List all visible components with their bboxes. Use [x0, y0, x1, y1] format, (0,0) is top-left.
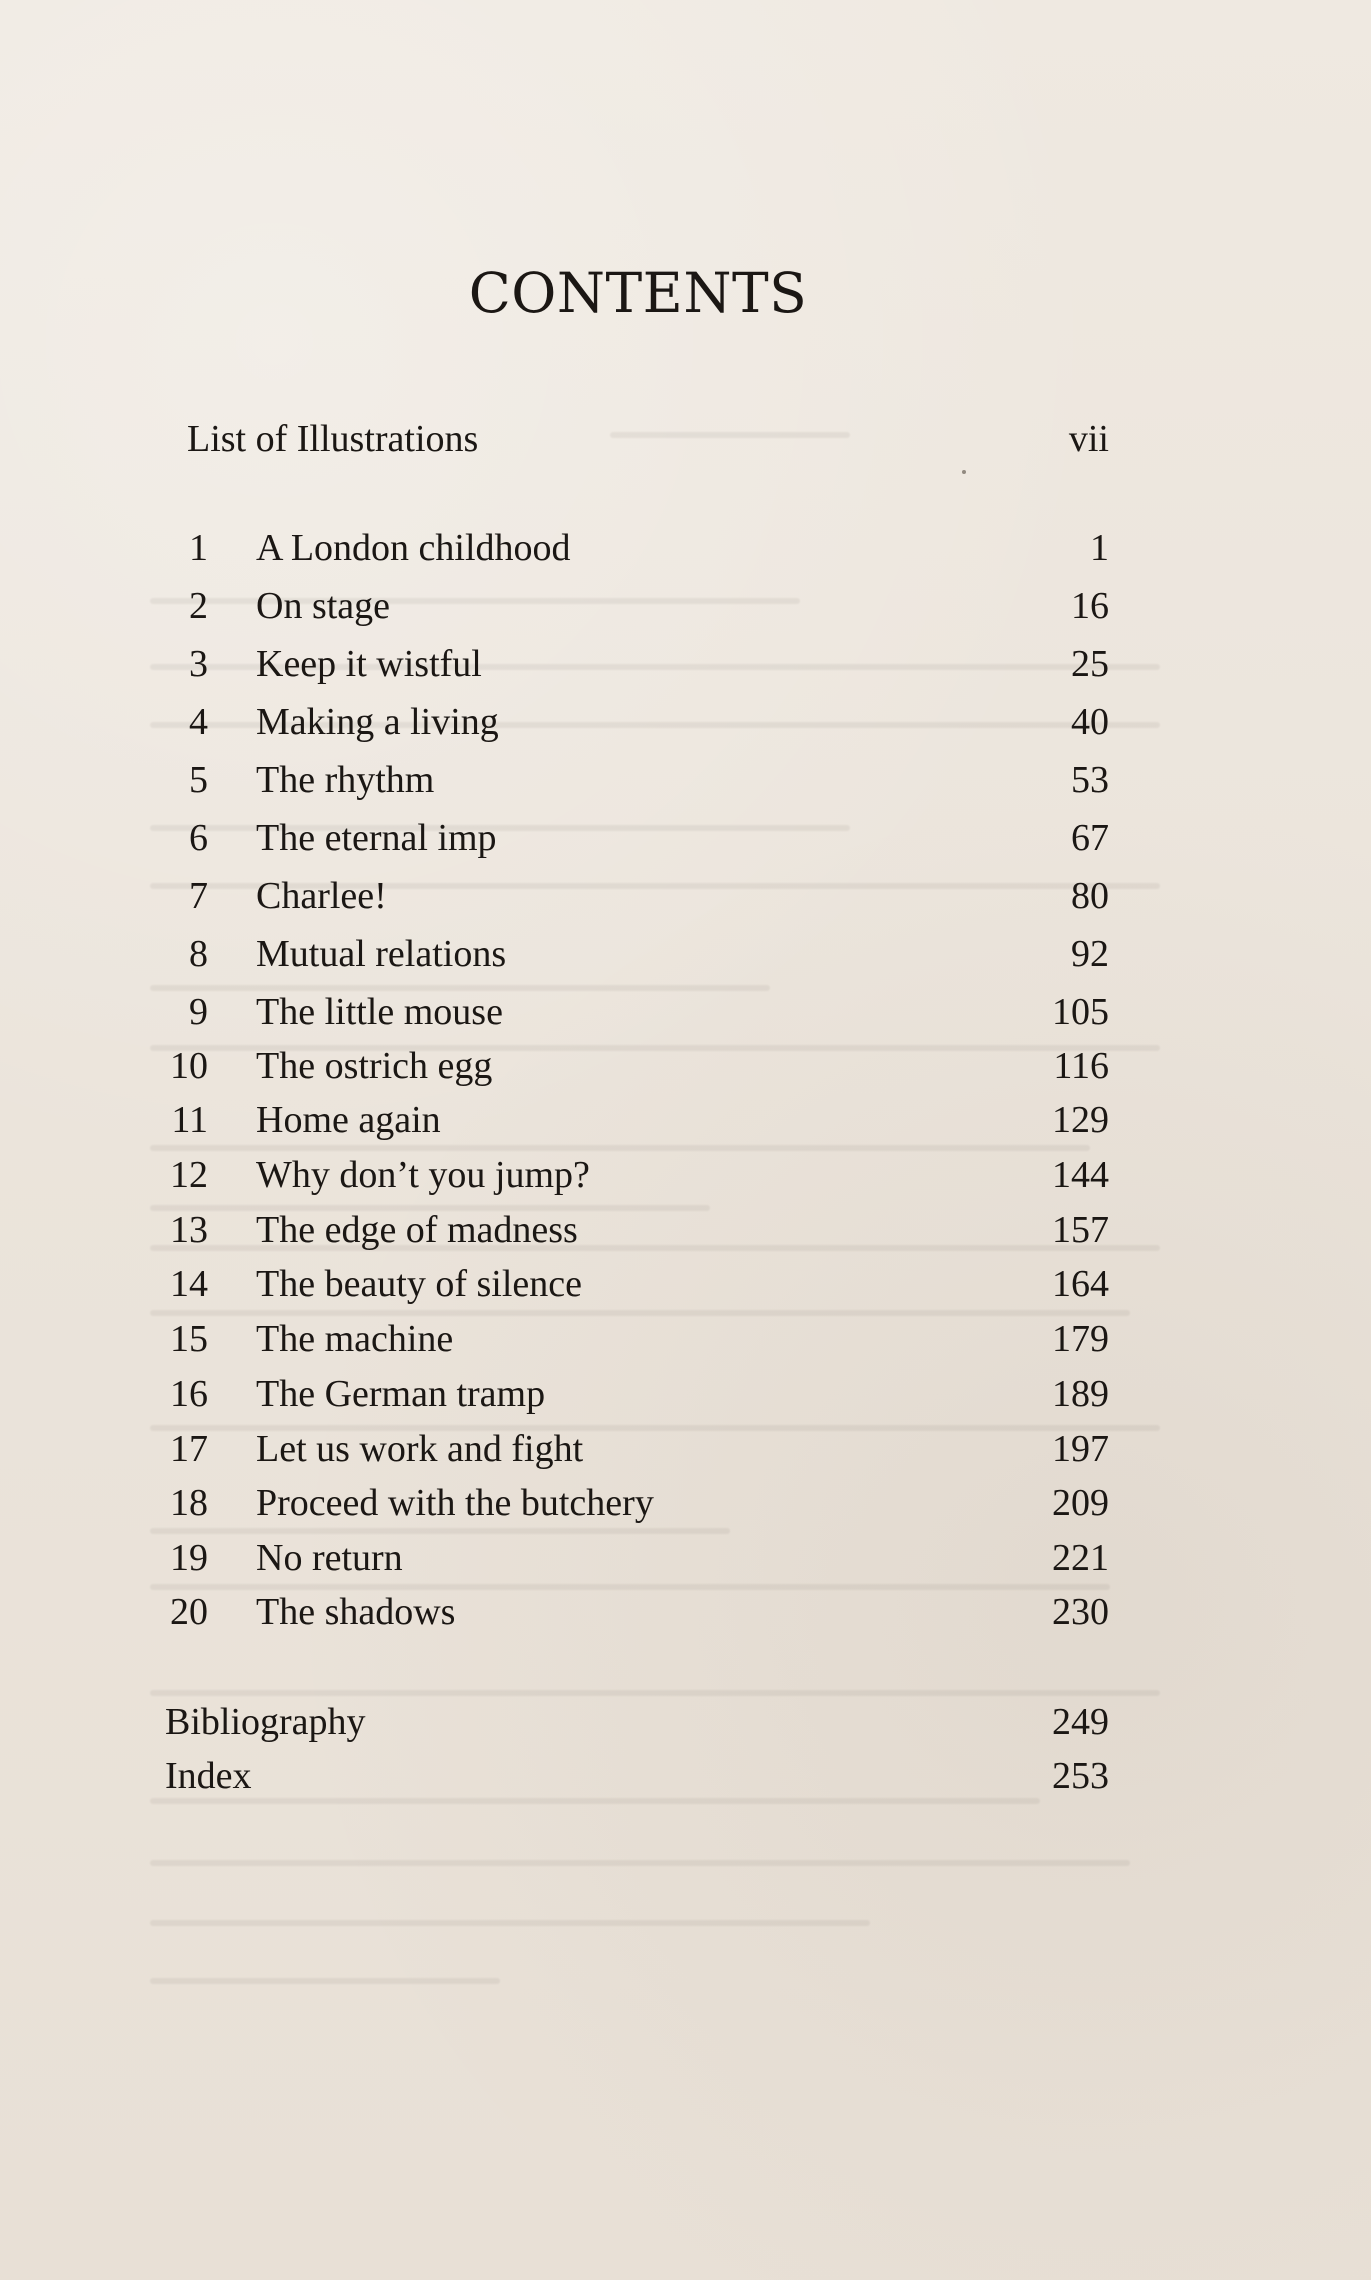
chapter-number: 13 — [170, 1209, 208, 1251]
chapter-page: 157 — [1052, 1209, 1109, 1251]
chapter-number: 20 — [170, 1591, 208, 1633]
chapter-page: 197 — [1052, 1428, 1109, 1470]
chapter-title: Let us work and fight — [256, 1428, 584, 1470]
chapter-page: 209 — [1052, 1482, 1109, 1524]
chapter-number: 4 — [189, 701, 208, 743]
back-matter-page: 253 — [1052, 1755, 1109, 1797]
chapter-page: 67 — [1071, 817, 1109, 859]
chapter-row-14 — [0, 1265, 1371, 1309]
chapter-title: The beauty of silence — [256, 1263, 583, 1305]
chapter-number: 10 — [170, 1045, 208, 1087]
chapter-row-7 — [0, 877, 1371, 921]
chapter-title: No return — [256, 1537, 403, 1579]
chapter-number: 8 — [189, 933, 208, 975]
front-matter-label: List of Illustrations — [187, 418, 479, 460]
chapter-row-2 — [0, 587, 1371, 631]
chapter-row-4 — [0, 703, 1371, 747]
chapter-title: The rhythm — [256, 759, 435, 801]
chapter-page: 105 — [1052, 991, 1109, 1033]
chapter-row-15 — [0, 1320, 1371, 1364]
chapter-page: 116 — [1053, 1045, 1109, 1087]
chapter-number: 5 — [189, 759, 208, 801]
chapter-title: The little mouse — [256, 991, 503, 1033]
chapter-row-1 — [0, 529, 1371, 573]
back-matter-page: 249 — [1052, 1701, 1109, 1743]
chapter-page: 53 — [1071, 759, 1109, 801]
back-matter-label: Index — [165, 1755, 252, 1797]
chapter-row-17 — [0, 1430, 1371, 1474]
chapter-title: Making a living — [256, 701, 499, 743]
back-matter-row-index — [0, 1757, 1371, 1801]
front-matter-row-list-of-illustrations — [0, 420, 1371, 464]
chapter-title: A London childhood — [256, 527, 571, 569]
chapter-row-3 — [0, 645, 1371, 689]
chapter-page: 164 — [1052, 1263, 1109, 1305]
back-matter-label: Bibliography — [165, 1701, 366, 1743]
chapter-title: Why don’t you jump? — [256, 1154, 590, 1196]
chapter-page: 80 — [1071, 875, 1109, 917]
chapter-title: The ostrich egg — [256, 1045, 493, 1087]
chapter-title: Keep it wistful — [256, 643, 482, 685]
chapter-number: 18 — [170, 1482, 208, 1524]
chapter-number: 1 — [189, 527, 208, 569]
chapter-page: 230 — [1052, 1591, 1109, 1633]
chapter-row-13 — [0, 1211, 1371, 1255]
chapter-row-11 — [0, 1101, 1371, 1145]
chapter-row-10 — [0, 1047, 1371, 1091]
page-title: CONTENTS — [468, 261, 808, 325]
chapter-page: 16 — [1071, 585, 1109, 627]
chapter-row-18 — [0, 1484, 1371, 1528]
chapter-row-20 — [0, 1593, 1371, 1637]
chapter-number: 17 — [170, 1428, 208, 1470]
chapter-page: 189 — [1052, 1373, 1109, 1415]
chapter-number: 12 — [170, 1154, 208, 1196]
front-matter-page: vii — [1068, 418, 1109, 460]
chapter-title: Proceed with the butchery — [256, 1482, 654, 1524]
chapter-number: 11 — [171, 1099, 208, 1141]
chapter-title: The German tramp — [256, 1373, 546, 1415]
chapter-page: 144 — [1052, 1154, 1109, 1196]
chapter-row-16 — [0, 1375, 1371, 1419]
chapter-page: 129 — [1052, 1099, 1109, 1141]
chapter-number: 3 — [189, 643, 208, 685]
chapter-number: 2 — [189, 585, 208, 627]
paper-speck — [962, 470, 966, 474]
chapter-number: 19 — [170, 1537, 208, 1579]
chapter-row-8 — [0, 935, 1371, 979]
chapter-number: 6 — [189, 817, 208, 859]
chapter-page: 40 — [1071, 701, 1109, 743]
chapter-title: Mutual relations — [256, 933, 507, 975]
chapter-title: Home again — [256, 1099, 441, 1141]
chapter-page: 179 — [1052, 1318, 1109, 1360]
chapter-title: The machine — [256, 1318, 454, 1360]
chapter-page: 221 — [1052, 1537, 1109, 1579]
chapter-number: 14 — [170, 1263, 208, 1305]
chapter-number: 7 — [189, 875, 208, 917]
chapter-row-5 — [0, 761, 1371, 805]
chapter-page: 92 — [1071, 933, 1109, 975]
chapter-title: On stage — [256, 585, 391, 627]
back-matter-row-bibliography — [0, 1703, 1371, 1747]
chapter-row-6 — [0, 819, 1371, 863]
chapter-row-12 — [0, 1156, 1371, 1200]
chapter-title: The edge of madness — [256, 1209, 578, 1251]
chapter-page: 1 — [1090, 527, 1109, 569]
chapter-number: 15 — [170, 1318, 208, 1360]
chapter-number: 16 — [170, 1373, 208, 1415]
chapter-title: The eternal imp — [256, 817, 497, 859]
chapter-page: 25 — [1071, 643, 1109, 685]
chapter-row-19 — [0, 1539, 1371, 1583]
chapter-title: The shadows — [256, 1591, 456, 1633]
chapter-title: Charlee! — [256, 875, 387, 917]
chapter-row-9 — [0, 993, 1371, 1037]
chapter-number: 9 — [189, 991, 208, 1033]
